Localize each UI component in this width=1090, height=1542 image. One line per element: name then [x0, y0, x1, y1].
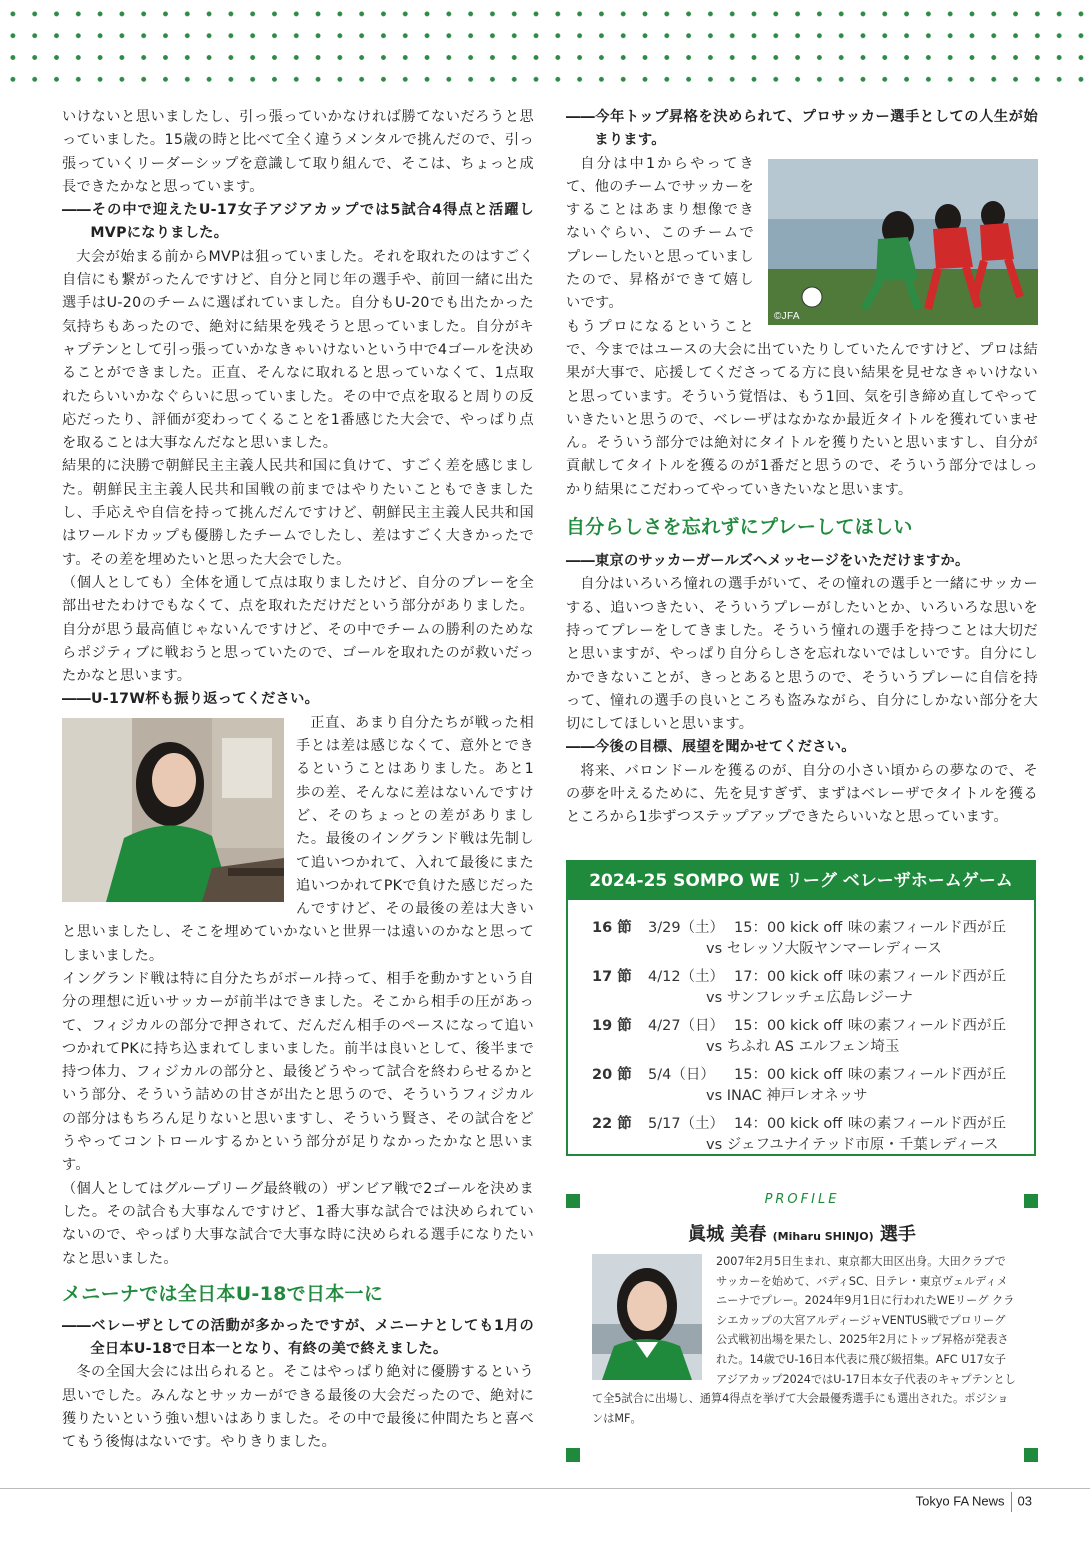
date: 5/4（日） — [648, 1067, 715, 1083]
section-heading: 自分らしさを忘れずにプレーしてほしい — [566, 516, 913, 539]
schedule-row — [568, 906, 1034, 955]
paragraph: （個人としてはグループリーグ最終戦の）ザンビア戦で2ゴールを決めました。その試合も大事なんですけど、1番大事な試合では決められていないので、やっぱり大事な試合で大事な時に決められる選手になりたいなと思いました。 — [62, 1180, 534, 1267]
opponent: vs セレッソ大阪ヤンマーレディース — [706, 941, 942, 957]
schedule-row — [568, 955, 1034, 1004]
paragraph: 正直、あまり自分たちが戦った相手とは差は感じなくて、意外とできるということはありました。あと1歩の差、そんなに差はないんですけど、そのちょっとの差がありました。最後のイングランド戦は先制して追いつかれて、入れて最後にまた追いつかれてPKで負けた感じだったんですけど、その最後の差は大きいと思いましたし、そこを埋めていかないと世界一は遠いのかなと思ってしまいました。 — [62, 714, 534, 964]
publication-name: Tokyo FA News — [915, 1493, 1005, 1509]
paragraph: 結果的に決勝で朝鮮民主主義人民共和国に負けて、すごく差を感じました。朝鮮民主主義人民共和国戦の前まではやりたいこともできましたし、手応えや自信を持って挑んだんですけど、朝鮮民主主義人民共和国はワールドカップも優勝したチームでしたし、差はすごく大きかったです。その差を埋めたいと思った大会でした。 — [62, 458, 535, 568]
paragraph: イングランド戦は特に自分たちがボール持って、相手を動かすという自分の理想に近いサッカーが前半はできました。そこから相手の圧があって、フィジカルの部分で押されて、だんだん相手のペースになって追いつかれてPKに持ち込まれてしまいました。前半は良いとして、後半まで持つ体力、フィジカルの部分と、最後どうやって試合を終わらせるかという部分、そういう詰めの甘さが出たと思うので、そういうフィジカルの部分はもちろん足りないと思いますし、そういう賢さ、その試合をどうやってコントロールするかという部分が足りなかったかなと思います。 — [62, 970, 534, 1174]
player-name — [566, 1220, 1038, 1246]
corner-square-icon — [1024, 1448, 1038, 1462]
right-column — [566, 106, 1038, 830]
date: 3/29（土） — [648, 920, 725, 936]
round: 16 節 — [592, 920, 632, 936]
opponent: vs ジェフユナイテッド市原・千葉レディース — [706, 1137, 999, 1153]
kickoff-time: 15：00 kick off — [734, 920, 843, 936]
interview-question: ――今後の目標、展望を聞かせてください。 — [566, 739, 856, 756]
round: 20 節 — [592, 1067, 632, 1083]
match-photo — [768, 159, 1038, 325]
venue: 味の素フィールド西が丘 — [848, 1018, 1007, 1034]
round: 22 節 — [592, 1116, 632, 1132]
section-heading: メニーナでは全日本U-18で日本一に — [62, 1282, 384, 1305]
interview-question: ――ベレーザとしての活動が多かったですが、メニーナとしても1月の全日本U-18で日本一となり、有終の美で終えました。 — [62, 1317, 534, 1358]
profile-body — [592, 1252, 1016, 1428]
venue: 味の素フィールド西が丘 — [848, 920, 1007, 936]
profile-label: PROFILE — [764, 1192, 840, 1207]
schedule-title: 2024-25 SOMPO WE リーグ ベレーザホームゲーム — [568, 862, 1034, 900]
paragraph: 冬の全国大会には出られると。そこはやっぱり絶対に優勝するという思いでした。みんなとサッカーができる最後の大会だったので、絶対に獲りたいという強い想いはありました。その中で最後に仲間たちと喜べてもう後悔はないです。やりきりました。 — [62, 1364, 534, 1451]
opponent: vs サンフレッチェ広島レジーナ — [706, 990, 913, 1006]
interview-question: ――今年トップ昇格を決められて、プロサッカー選手としての人生が始まります。 — [566, 109, 1038, 149]
kickoff-time: 15：00 kick off — [734, 1018, 843, 1034]
dotted-header-pattern — [0, 0, 1090, 86]
kickoff-time: 17：00 kick off — [734, 969, 843, 985]
player-name-romaji: (Miharu SHINJO) — [772, 1230, 874, 1243]
home-game-schedule — [566, 860, 1036, 1156]
footer-divider — [0, 1488, 1090, 1489]
player-name-suffix: 選手 — [879, 1224, 916, 1245]
paragraph: いけないと思いましたし、引っ張っていかなければ勝てないだろうと思っていました。15歳の時と比べて全く違うメンタルで挑んだので、引っ張っていくリーダーシップを意識して取り組んで、そこは、ちょっと成長できたかなと思っています。 — [62, 109, 534, 195]
date: 5/17（土） — [648, 1116, 725, 1132]
profile-bio: 2007年2月5日生まれ、東京都大田区出身。大田クラブでサッカーを始めて、バディSC、日テレ・東京ヴェルディメニーナでプレー。2024年9月1日に行われたWEリーグ クラシエカップの大宮アルディージャVENTUS戦でプロリーグ公式戦初出場を果たし、2025年2月にトップ昇格が発表された。14歳でU-16日本代表に飛び級招集。AFC U17女子アジアカップ2024ではU-17日本女子代表のキャプテンとして全5試合に出場し、通算4得点を挙げて大会最優秀選手にも選出された。ポジションはMF。 — [592, 1255, 1016, 1425]
interview-question: ――東京のサッカーガールズへメッセージをいただけますか。 — [566, 553, 970, 570]
corner-square-icon — [566, 1448, 580, 1462]
left-column — [62, 106, 534, 1455]
page-number: 03 — [1017, 1493, 1032, 1509]
schedule-row — [568, 1053, 1034, 1102]
date: 4/27（日） — [648, 1018, 725, 1034]
schedule-row — [568, 1102, 1034, 1151]
schedule-row — [568, 1004, 1034, 1053]
profile-photo — [592, 1254, 702, 1380]
round: 19 節 — [592, 1018, 632, 1034]
round: 17 節 — [592, 969, 632, 985]
profile-box — [566, 1186, 1038, 1466]
paragraph: 自分はいろいろ憧れの選手がいて、その憧れの選手と一緒にサッカーする、追いつきたい、そういうプレーがしたいとか、いろいろな思いを持ってプレーをしてきました。そういう憧れの選手を持つことは大切だと思いますが、やっぱり自分らしさを忘れないではしいです。自分にしかできないことが、きっとあると思うので、そういうプレーに自信を持って、憧れの選手の良いところも盗みながら、自分にしかない部分を大切にしてほしいと思います。 — [566, 576, 1038, 733]
kickoff-time: 15：00 kick off — [734, 1067, 843, 1083]
opponent: vs INAC 神戸レオネッサ — [706, 1088, 868, 1104]
interview-photo — [62, 718, 284, 902]
interview-question: ――その中で迎えたU-17女子アジアカップでは5試合4得点と活躍しMVPになりました。 — [62, 202, 534, 242]
paragraph: もうプロになるということで、今まではユースの大会に出ていたりしていたんですけど、プロは結果が大事で、応援してくださってる方に良い結果を見せなきゃいけないと思っています。そういう覚悟は、もう1回、気を引き締め直してやっていきたいと思うので、ベレーザはなかなか最近タイトルを獲れていません。そういう部分では絶対にタイトルを獲りたいと思いますし、自分が貢献してタイトルを獲るのが1番だと思うので、そういう部分ではしっかり結果にこだわってやっていきたいなと思います。 — [566, 318, 1038, 498]
date: 4/12（土） — [648, 969, 725, 985]
paragraph: （個人としても）全体を通して点は取りましたけど、自分のプレーを全部出せたわけでもなくて、点を取れただけだという部分がありました。自分が思う最高値じゃないんですけど、その中でチームの勝利のためならポジティブに戦おうと思っていたので、ゴールを取れたのが救いだったかなと思います。 — [62, 574, 534, 685]
interview-question: ――U-17W杯も振り返ってください。 — [62, 691, 320, 708]
venue: 味の素フィールド西が丘 — [848, 1116, 1007, 1132]
opponent: vs ちふれ AS エルフェン埼玉 — [706, 1039, 900, 1055]
paragraph: 将来、バロンドールを獲るのが、自分の小さい頃からの夢なので、その夢を叶えるために、先を見すぎず、まずはベレーザでタイトルを獲るところから1歩ずつステップアップできたらいいなと思っています。 — [566, 762, 1038, 826]
footer-separator — [1011, 1492, 1012, 1512]
paragraph: 自分は中1からやってきて、他のチームでサッカーをすることはあまり想像できないぐらい、このチームでプレーしたいと思っていましたので、昇格ができて嬉しいです。 — [566, 155, 754, 312]
venue: 味の素フィールド西が丘 — [848, 969, 1007, 985]
page-footer — [916, 1492, 1032, 1512]
kickoff-time: 14：00 kick off — [734, 1116, 843, 1132]
player-name-kanji: 眞城 美春 — [688, 1224, 767, 1245]
paragraph: 大会が始まる前からMVPは狙っていました。それを取れたのはすごく自信にも繋がったんですけど、自分と同じ年の選手や、前回一緒に出た選手はU-20のチームに選ばれていました。自分もU-20でも出たかった気持ちもあったので、絶対に結果を残そうと思っていました。自分がキャプテンとして引っ張っていかなきゃいけないという中で4ゴールを決めることができました。正直、そんなに取れると思っていなくて、1点取れたらいいかなぐらいに思っていました。その中で点を取ると周りの反応だったり、評価が変わってくることを1番感じた大会で、やっぱり点を取ることは大事なんだなと思いました。 — [62, 248, 534, 452]
photo-credit: ©JFA — [774, 310, 800, 322]
venue: 味の素フィールド西が丘 — [848, 1067, 1007, 1083]
